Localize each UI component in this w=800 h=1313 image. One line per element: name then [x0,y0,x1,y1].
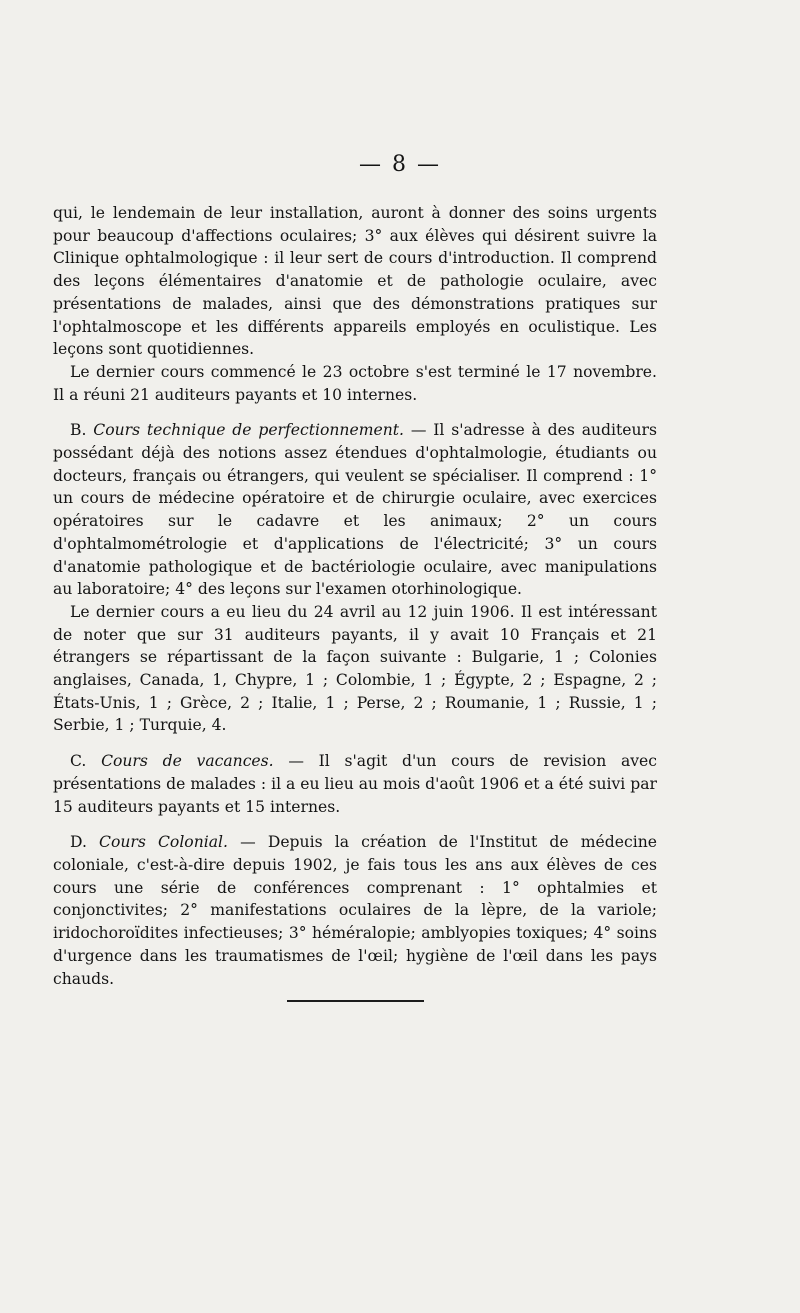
paragraph-last-course [53,361,657,406]
horizontal-rule [287,1000,424,1002]
section-b-cours-technique [53,419,657,601]
section-label: C. [70,752,87,771]
section-label: D. [70,833,87,852]
section-d-cours-colonial [53,831,657,990]
paragraph-text: — Il s'adresse à des auditeurs possédant déjà des notions assez étendues d'ophtalmologie, étudiants ou docteurs, français ou étrangers, qui veulent se spécialiser. Il comprend : 1° un cours de médecine opératoire et de chirurgie oculaire, avec exercices opératoires sur le cadavre et les animaux; 2° un cours d'ophtalmométrologie et d'applications de l'électricité; 3° un cours d'anatomie pathologique et de bactériologie oculaire, avec manipulations au laboratoire; 4° des leçons sur l'examen otorhinologique. [53,421,658,599]
paragraph-intro-continuation [53,202,657,361]
page-number: — 8 — [359,152,441,177]
section-label: B. [70,421,87,440]
paragraph-auditeurs-repartition [53,601,657,737]
paragraph-text: Le dernier cours commencé le 23 octobre s'est terminé le 17 novembre. Il a réuni 21 auditeurs payants et 10 internes. [53,362,657,404]
section-heading: Cours Colonial. [99,833,228,852]
paragraph-text: Le dernier cours a eu lieu du 24 avril au 12 juin 1906. Il est intéressant de noter que sur 31 auditeurs payants, il y avait 10 Français et 21 étrangers se répartissant de la façon suivante : Bulgarie, 1 ; Colonies anglaises, Canada, 1, Chypre, 1 ; Colombie, 1 ; Égypte, 2 ; Espagne, 2 ; États-Unis, 1 ; Grèce, 2 ; Italie, 1 ; Perse, 2 ; Roumanie, 1 ; Russie, 1 ; Serbie, 1 ; Turquie, 4. [53,602,657,735]
body-text [53,202,657,990]
paragraph-text: qui, le lendemain de leur installation, auront à donner des soins urgents pour beaucoup d'affections oculaires; 3° aux élèves qui désirent suivre la Clinique ophtalmologique : il leur sert de cours d'introduction. Il comprend des leçons élémentaires d'anatomie et de pathologie oculaire, avec présentations de malades, ainsi que des démonstrations pratiques sur l'ophtalmoscope et les différents appareils employés en oculistique. Les leçons sont quotidiennes. [53,204,657,359]
paragraph-text: — Depuis la création de l'Institut de médecine coloniale, c'est-à-dire depuis 1902, je fais tous les ans aux élèves de ces cours une série de conférences comprenant : 1° ophtalmies et conjonctivites; 2° manifestations oculaires de la lèpre, de la variole; iridochoroïdites infectieuses; 3° héméralopie; amblyopies toxiques; 4° soins d'urgence dans les traumatismes de l'œil; hygiène de l'œil dans les pays chauds. [53,833,657,988]
section-heading: Cours technique de perfectionnement. [93,421,404,440]
section-c-cours-vacances [53,750,657,818]
paragraph-text: — Il s'agit d'un cours de revision avec présentations de malades : il a eu lieu au mois d'août 1906 et a été suivi par 15 auditeurs payants et 15 internes. [53,752,658,816]
section-heading: Cours de vacances. [101,752,274,771]
